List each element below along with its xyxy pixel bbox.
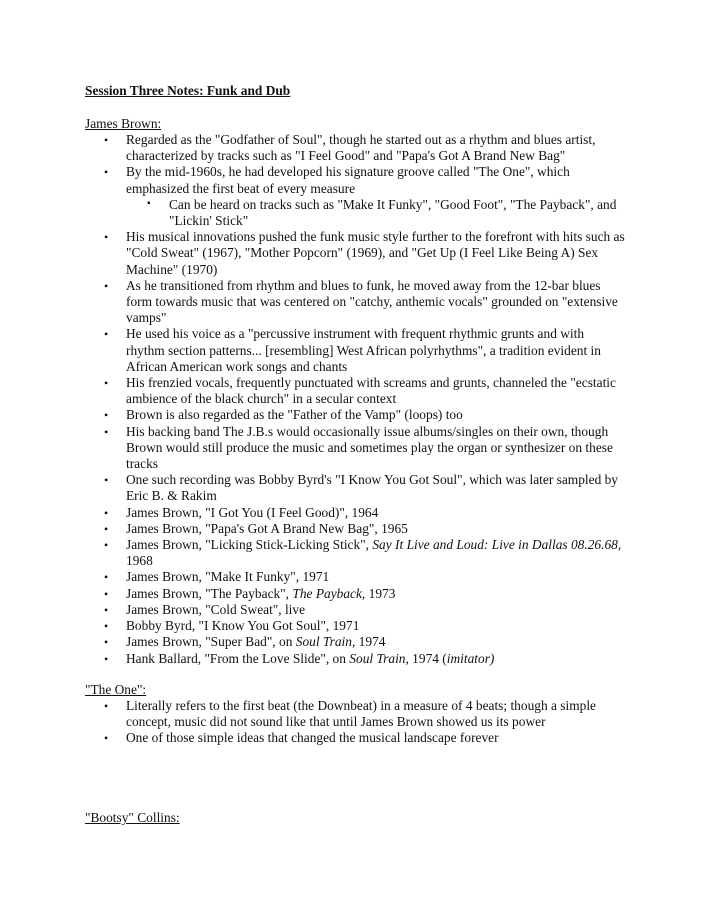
the-one-list: [0, 698, 714, 747]
list-item-text: Hank Ballard, "From the Love Slide", on: [126, 650, 350, 666]
list-item-text: , 1973: [361, 585, 396, 601]
bullet-icon: •: [104, 505, 109, 520]
page-title: Session Three Notes: Funk and Dub: [85, 83, 291, 98]
list-item: [0, 730, 626, 746]
list-item: [0, 634, 626, 650]
list-item: [0, 472, 626, 504]
list-item-text: Can be heard on tracks such as "Make It Funky", "Good Foot", "The Payback", and "Lickin' Stick": [169, 196, 617, 229]
list-item: [0, 278, 626, 327]
section-heading-bootsy-collins: "Bootsy" Collins:: [85, 810, 180, 825]
bullet-icon: •: [104, 327, 109, 342]
show-title: Soul Train: [295, 634, 352, 650]
square-bullet-icon: ▪: [147, 197, 151, 209]
list-item: [0, 521, 626, 537]
list-item: [0, 698, 626, 730]
list-item-text: His musical innovations pushed the funk music style further to the forefront with hits such as "Cold Sweat" (1967), "Mother Popcorn" (1969), and "Get Up (I Feel Like Being A) Sex Machine" (1970): [126, 229, 625, 277]
list-item: [0, 602, 626, 618]
bullet-icon: •: [104, 651, 109, 666]
bullet-icon: •: [104, 408, 109, 423]
list-item-text: By the mid-1960s, he had developed his signature groove called "The One", which emphasized the first beat of every measure: [126, 164, 570, 196]
bullet-icon: •: [104, 635, 109, 650]
bullet-icon: •: [104, 619, 109, 634]
list-item: [0, 407, 626, 423]
list-item: [0, 651, 626, 667]
bullet-icon: •: [104, 570, 109, 585]
list-item-text: , 1974: [351, 634, 386, 650]
section-heading-james-brown: James Brown:: [85, 116, 162, 131]
note-text: imitator): [446, 650, 495, 666]
bullet-icon: •: [104, 521, 109, 536]
list-item-text: One such recording was Bobby Byrd's "I Know You Got Soul", which was later sampled by Eric B. & Rakim: [126, 472, 619, 504]
list-item: [0, 505, 626, 521]
list-item-text: James Brown, "Cold Sweat", live: [126, 601, 306, 617]
list-item: [0, 326, 626, 375]
album-title: Say It Live and Loud: Live in Dallas 08.26.68: [372, 537, 618, 553]
list-item-text: James Brown, "Super Bad", on: [126, 634, 296, 650]
list-item: [0, 164, 626, 196]
james-brown-list: [0, 132, 714, 667]
show-title: Soul Train: [349, 650, 406, 666]
list-item: [0, 375, 626, 407]
list-item: [0, 132, 626, 164]
bullet-icon: •: [104, 376, 109, 391]
list-item: [0, 618, 626, 634]
list-item: [0, 424, 626, 473]
section-heading-the-one: "The One":: [85, 682, 147, 697]
bullet-icon: •: [104, 278, 109, 293]
list-item-text: , 1974 (: [405, 650, 447, 666]
list-item-text: He used his voice as a "percussive instrument with frequent rhythmic grunts and with rhythm section patterns... [resembling] West African polyrhythms", a tradition evident in African American work songs and chants: [126, 326, 601, 374]
list-item: [0, 229, 626, 278]
bullet-icon: •: [104, 731, 109, 746]
bullet-icon: •: [104, 133, 109, 147]
bullet-icon: •: [104, 424, 109, 439]
list-item-text: One of those simple ideas that changed the musical landscape forever: [126, 730, 499, 746]
bullet-icon: •: [104, 165, 109, 180]
list-item-text: As he transitioned from rhythm and blues to funk, he moved away from the 12-bar blues form towards music that was centered on "catchy, anthemic vocals" grounded on "extensive vamps": [126, 277, 618, 326]
list-item-text: Brown is also regarded as the "Father of the Vamp" (loops) too: [126, 407, 463, 423]
list-item: [0, 537, 626, 569]
album-title: The Payback: [292, 585, 362, 601]
list-item-text: Bobby Byrd, "I Know You Got Soul", 1971: [126, 618, 360, 634]
list-item-text: James Brown, "The Payback",: [126, 585, 293, 601]
list-item-text: James Brown, "Make It Funky", 1971: [126, 569, 330, 585]
list-item-text: James Brown, "Licking Stick-Licking Stick",: [126, 537, 373, 553]
list-item-text: His frenzied vocals, frequently punctuated with screams and grunts, channeled the "ecstatic ambience of the black church" in a secular context: [126, 375, 616, 407]
bullet-icon: •: [104, 586, 109, 601]
bullet-icon: •: [104, 473, 109, 488]
bullet-icon: •: [104, 538, 109, 553]
bullet-icon: •: [104, 699, 109, 713]
list-item: [0, 586, 626, 602]
bullet-icon: •: [104, 602, 109, 617]
list-item-text: , 1968: [126, 537, 622, 569]
list-item-text: His backing band The J.B.s would occasionally issue albums/singles on their own, though Brown would still produce the music and sometimes play the organ or synthesizer on these tracks: [126, 423, 613, 472]
list-item-text: Literally refers to the first beat (the Downbeat) in a measure of 4 beats; though a simple concept, music did not sound like that until James Brown showed us its power: [126, 698, 596, 730]
list-item: [0, 569, 626, 585]
sub-list-item: [0, 197, 626, 229]
list-item-text: James Brown, "Papa's Got A Brand New Bag", 1965: [126, 520, 408, 536]
bullet-icon: •: [104, 230, 109, 245]
list-item-text: James Brown, "I Got You (I Feel Good)", 1964: [126, 504, 379, 520]
list-item-text: Regarded as the "Godfather of Soul", though he started out as a rhythm and blues artist, characterized by tracks such as "I Feel Good" and "Papa's Got A Brand New Bag": [126, 132, 596, 164]
